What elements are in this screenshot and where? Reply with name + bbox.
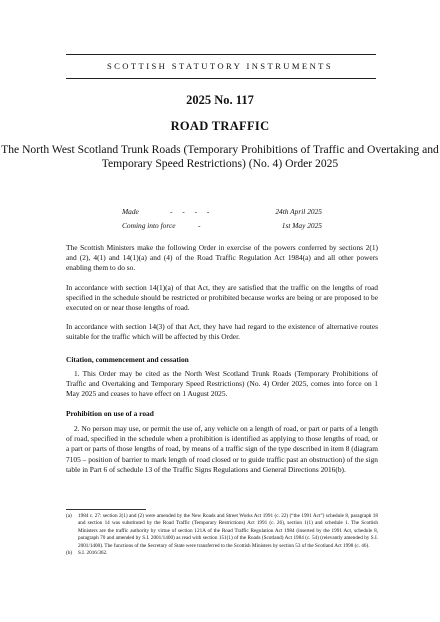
preamble-paragraph-1: The Scottish Ministers make the following Order in exercise of the powers conferred by sections 2(1) and (2), 4(1) and 14(1)(a) and (4) of the Road Traffic Regulation Act 1984(a) and all other powers enabling them to do so.	[66, 243, 378, 273]
section-heading-prohibition: Prohibition on use of a road	[66, 409, 154, 418]
footnote-mark: (a)	[66, 513, 72, 519]
made-dashes: - - - -	[170, 207, 214, 216]
force-dashes: -	[198, 221, 201, 230]
footnote-b	[66, 550, 378, 557]
footnote-a	[66, 513, 378, 550]
series-title: SCOTTISH STATUTORY INSTRUMENTS	[106, 61, 333, 71]
force-label: Coming into force	[122, 221, 176, 230]
footnotes	[66, 513, 378, 557]
instrument-number: 2025 No. 117	[186, 93, 254, 107]
footnote-mark: (b)	[66, 550, 73, 557]
top-rule	[66, 54, 376, 55]
made-label: Made	[122, 207, 139, 216]
subject-heading: ROAD TRAFFIC	[170, 119, 270, 133]
footnote-text: 1984 c. 27: section 2(1) and (2) were amended by the New Roads and Street Works Act 1991 (c. 22) (“the 1991 Act”) schedule 8, paragraph 18 and section 14 was substituted by the Road Traffic (Temporary Restrictions) Act 1991 (c. 26), section 1(1) and schedule 1. The Scottish Ministers are the traffic authority by virtue of section 121A of the Road Traffic Regulation Act 1984 (inserted by the 1991 Act, schedule 8, paragraph 70 and amended by S.I. 2001/1400) as read with section 151(1) of the Roads (Scotland) Act 1984 (c. 54) (relevantly amended by S.I. 2001/1400). The functions of the Secretary of State were transferred to the Scottish Ministers by section 53 of the Scotland Act 1998 (c. 46).	[78, 513, 378, 549]
force-row	[122, 219, 322, 233]
made-row	[122, 205, 322, 219]
series-rule	[66, 78, 376, 79]
order-title: The North West Scotland Trunk Roads (Temporary Prohibitions of Traffic and Overtaking and Temporary Speed Restrictions) (No. 4) Order 2025	[1, 143, 439, 171]
section-heading-citation: Citation, commencement and cessation	[66, 355, 189, 364]
footnote-text: S.I. 2016/362.	[78, 550, 108, 557]
dates-table	[122, 205, 322, 233]
preamble-paragraph-2: In accordance with section 14(1)(a) of that Act, they are satisfied that the traffic on the lengths of road specified in the schedule should be restricted or prohibited because works are being or are proposed to be executed on or near those lengths of road.	[66, 283, 378, 313]
footnote-rule	[66, 509, 146, 510]
section-2-text: 2. No person may use, or permit the use of, any vehicle on a length of road, or part or parts of a length of road, specified in the schedule when a prohibition is identified as applying to those lengths of road, or a part or parts of those lengths of road, by means of a traffic sign of the type described in item 8 (diagram 7105 – position of barrier to mark length of road closed or to guide traffic past an obstruction) of the sign table in Part 6 of schedule 13 of the Traffic Signs Regulations and General Directions 2016(b).	[66, 424, 378, 474]
preamble-paragraph-3: In accordance with section 14(3) of that Act, they have had regard to the existence of alternative routes suitable for the traffic which will be affected by this Order.	[66, 322, 378, 342]
made-date: 24th April 2025	[275, 207, 322, 216]
force-date: 1st May 2025	[281, 221, 322, 230]
section-1-text: 1. This Order may be cited as the North West Scotland Trunk Roads (Temporary Prohibitions of Traffic and Overtaking and Temporary Speed Restrictions) (No. 4) Order 2025, comes into force on 1 May 2025 and ceases to have effect on 1 August 2025.	[66, 369, 378, 399]
